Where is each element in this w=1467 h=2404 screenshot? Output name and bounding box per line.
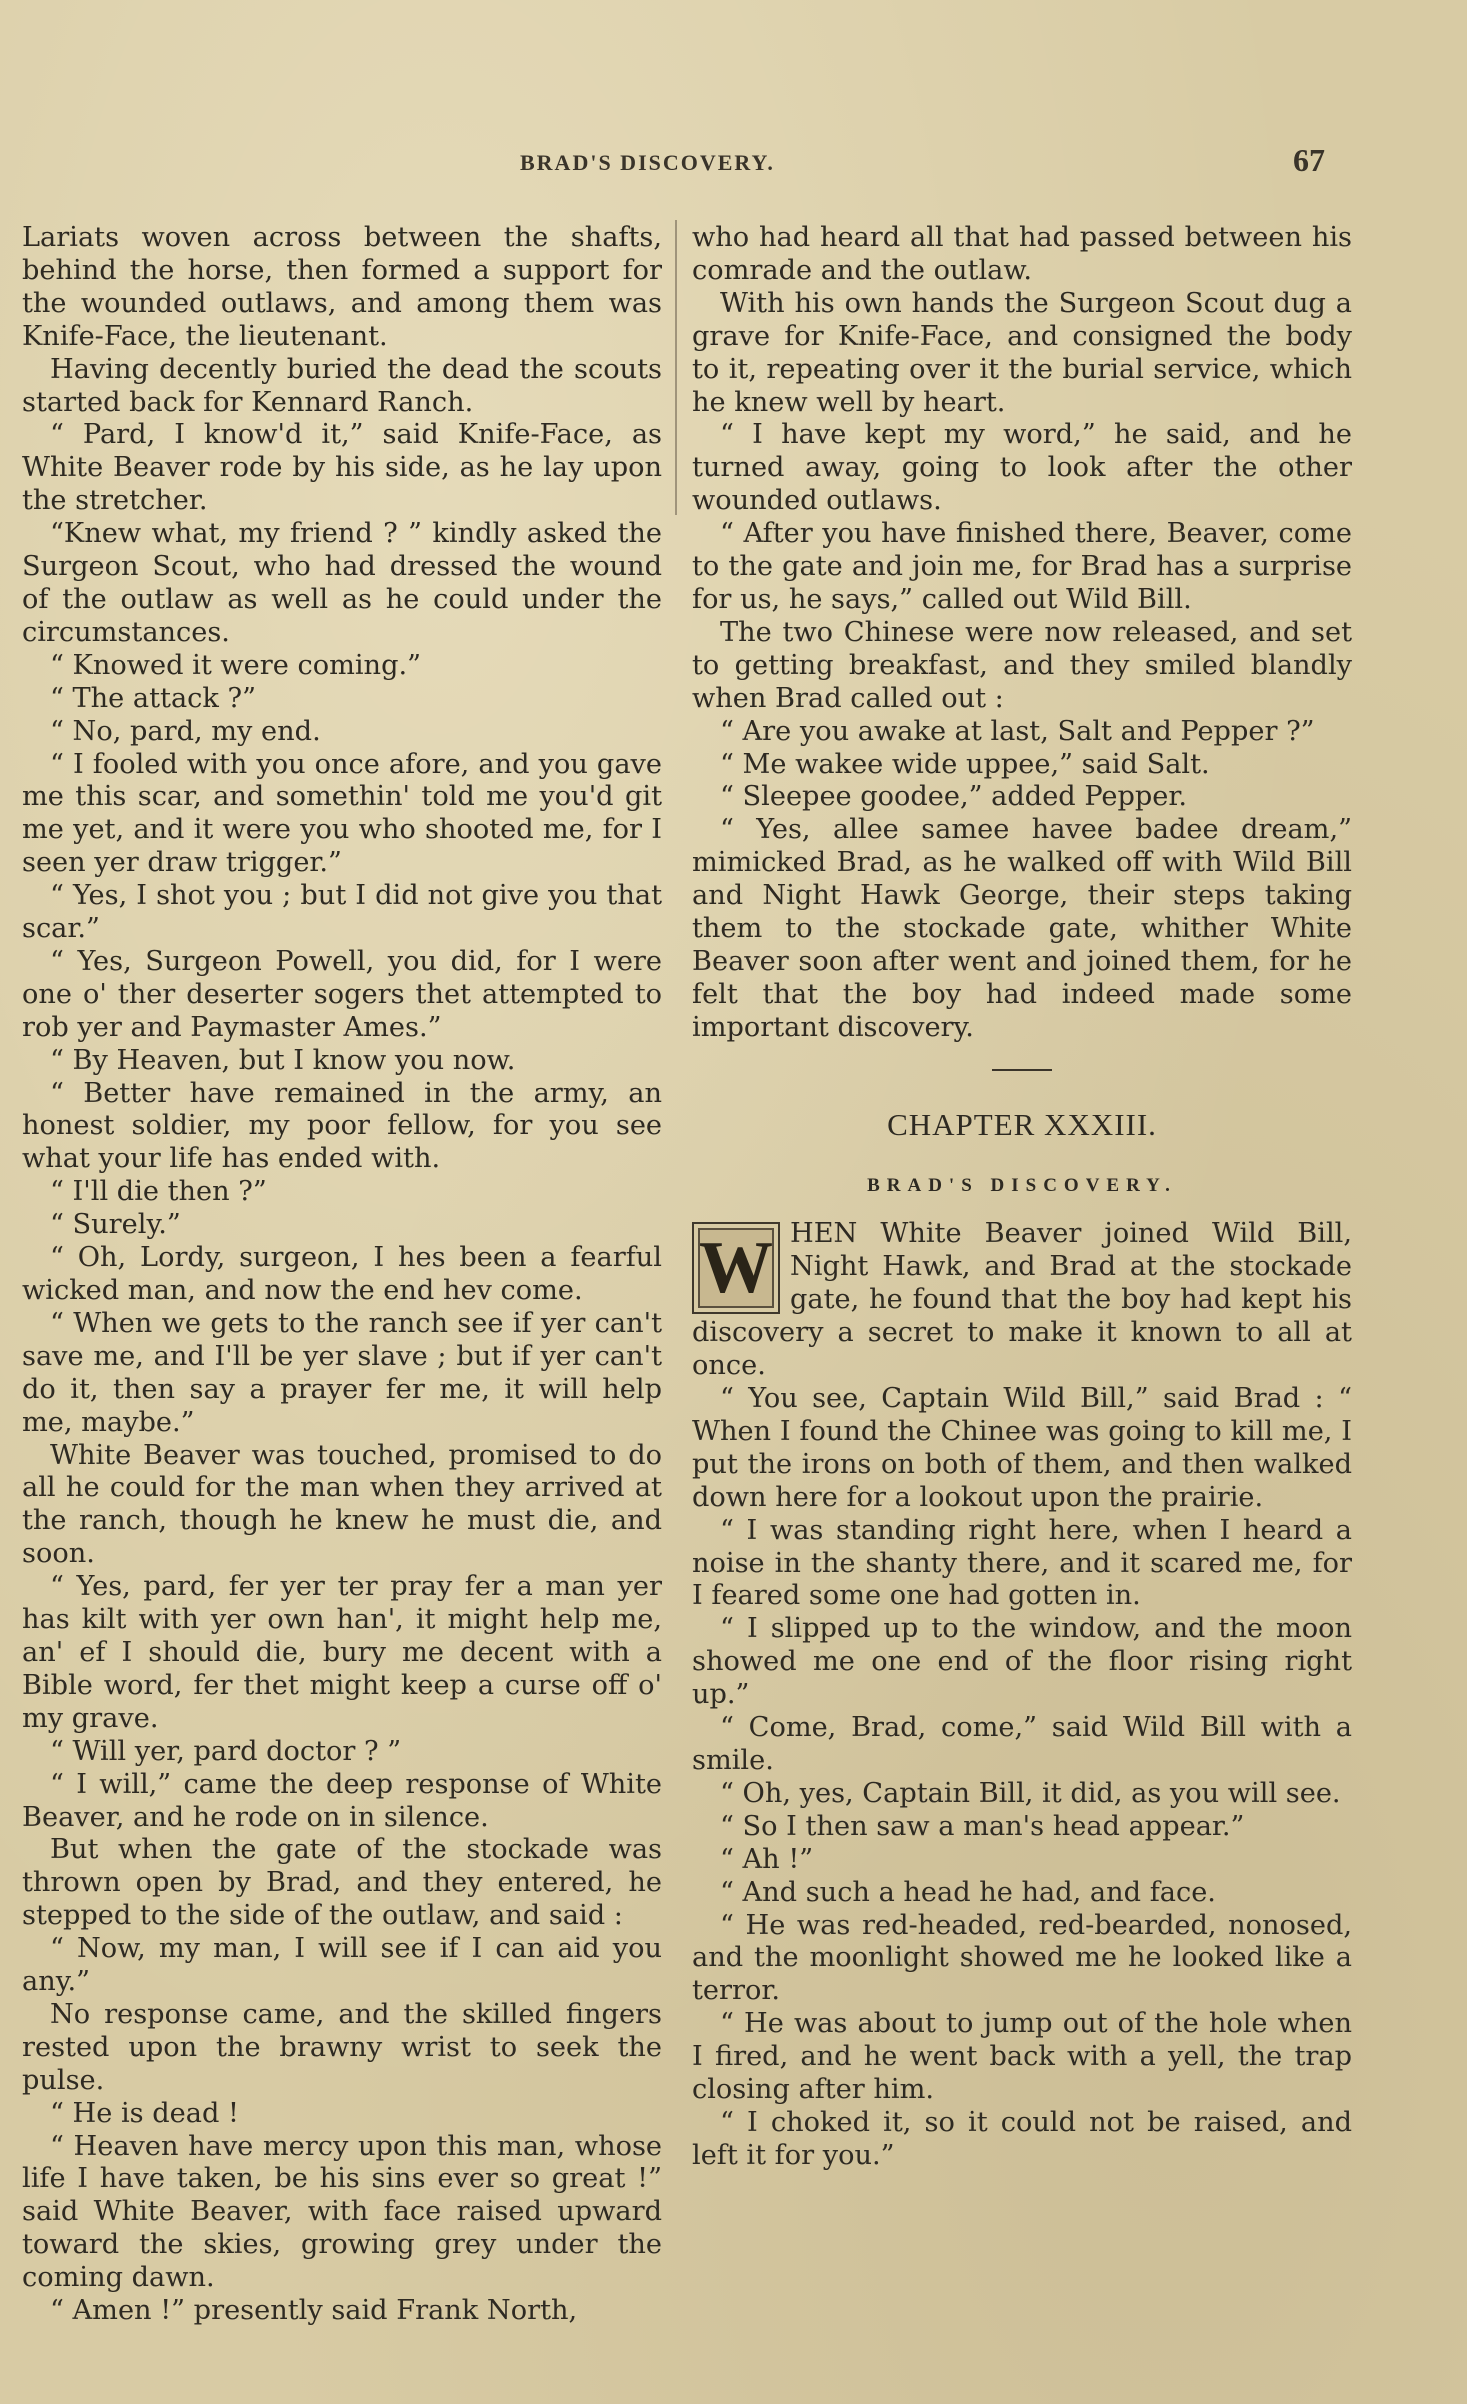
paragraph: “ Amen !” presently said Frank North, bbox=[50, 2295, 578, 2327]
paragraph: “ Yes, I shot you ; but I did not give you that scar.” bbox=[22, 880, 662, 945]
paragraph: “ Yes, pard, fer yer ter pray fer a man yer has kilt with yer own han', it might help me, an' ef I should die, bury me decent with a Bible word, fer thet might keep a curse off o' my grave. bbox=[22, 1571, 662, 1734]
page-number: 67 bbox=[1293, 142, 1325, 178]
paragraph: “ Knowed it were coming.” bbox=[50, 649, 422, 681]
chapter-opening bbox=[692, 1218, 1352, 1383]
paragraph: “ After you have finished there, Beaver, come to the gate and join me, for Brad has a surprise for us, he says,” called out Wild Bill. bbox=[692, 518, 1352, 615]
paragraph: “ Come, Brad, come,” said Wild Bill with a smile. bbox=[692, 1712, 1352, 1776]
paragraph: “ The attack ?” bbox=[50, 682, 257, 714]
paragraph: “ I was standing right here, when I heard a noise in the shanty there, and it scared me, for I feared some one had gotten in. bbox=[692, 1514, 1352, 1612]
paragraph: “ Are you awake at last, Salt and Pepper ?” bbox=[720, 715, 1315, 747]
right-column bbox=[692, 222, 1352, 2173]
paragraph: No response came, and the skilled fingers rested upon the brawny wrist to seek the pulse. bbox=[22, 1998, 662, 2096]
paragraph: But when the gate of the stockade was thrown open by Brad, and they entered, he stepped to the side of the outlaw, and said : bbox=[22, 1834, 662, 1932]
paragraph: “ Yes, Surgeon Powell, you did, for I were one o' ther deserter sogers thet attempted to rob yer and Paymaster Ames.” bbox=[22, 945, 662, 1043]
paragraph: “ Me wakee wide uppee,” said Salt. bbox=[720, 748, 1210, 780]
paragraph: “Knew what, my friend ? ” kindly asked the Surgeon Scout, who had dressed the wound of the outlaw as well as he could under the circumstances. bbox=[22, 518, 662, 648]
paragraph: “ Oh, Lordy, surgeon, I hes been a fearful wicked man, and now the end hev come. bbox=[22, 1242, 662, 1306]
paragraph: “ He was about to jump out of the hole when I fired, and he went back with a yell, the trap closing after him. bbox=[692, 2008, 1352, 2106]
column-rule bbox=[675, 220, 677, 515]
paragraph: “ I choked it, so it could not be raised, and left it for you.” bbox=[692, 2106, 1352, 2171]
left-column bbox=[22, 222, 662, 2328]
paragraph: “ Yes, allee samee havee badee dream,” mimicked Brad, as he walked off with Wild Bill and Night Hawk George, their steps taking them to the stockade gate, whither White Beaver soon after went and joined them, for he felt that the boy had indeed made some important discovery. bbox=[692, 814, 1352, 1043]
paragraph: “ Sleepee goodee,” added Pepper. bbox=[720, 781, 1188, 813]
paragraph: “ Oh, yes, Captain Bill, it did, as you will see. bbox=[720, 1777, 1341, 1809]
chapter-subtitle: BRAD'S DISCOVERY. bbox=[867, 1174, 1177, 1196]
paragraph: “ And such a head he had, and face. bbox=[720, 1876, 1216, 1908]
paragraph: “ Surely.” bbox=[50, 1209, 181, 1241]
paragraph: “ Ah !” bbox=[720, 1843, 814, 1875]
paragraph: “ Heaven have mercy upon this man, whose life I have taken, be his sins ever so great !” said White Beaver, with face raised upward toward the skies, growing grey under the coming dawn. bbox=[22, 2130, 662, 2294]
paragraph: “ No, pard, my end. bbox=[50, 715, 321, 747]
paragraph: The two Chinese were now released, and set to getting breakfast, and they smiled blandly when Brad called out : bbox=[692, 616, 1352, 714]
paragraph: “ He was red-headed, red-bearded, nonosed, and the moonlight showed me he looked like a terror. bbox=[692, 1909, 1352, 2007]
paragraph: “ I have kept my word,” he said, and he turned away, going to look after the other wounded outlaws. bbox=[692, 419, 1352, 517]
paragraph: “ Now, my man, I will see if I can aid you any.” bbox=[22, 1933, 662, 1998]
paragraph: “ Will yer, pard doctor ? ” bbox=[50, 1735, 402, 1767]
paragraph: “ I fooled with you once afore, and you gave me this scar, and somethin' told me you'd git me yet, and it were you who shooted me, for I seen yer draw trigger.” bbox=[22, 748, 662, 879]
paragraph: “ Pard, I know'd it,” said Knife-Face, as White Beaver rode by his side, as he lay upon the stretcher. bbox=[22, 419, 662, 517]
paragraph: White Beaver was touched, promised to do all he could for the man when they arrived at the ranch, though he knew he must die, and soon. bbox=[22, 1439, 662, 1570]
paragraph: “ By Heaven, but I know you now. bbox=[50, 1044, 516, 1076]
opening-paragraph: HEN White Beaver joined Wild Bill, Night Hawk, and Brad at the stockade gate, he found that the boy had kept his discovery a secret to make it known to all at once. bbox=[692, 1218, 1352, 1382]
paragraph: “ When we gets to the ranch see if yer can't save me, and I'll be yer slave ; but if yer can't do it, then say a prayer fer me, it will help me, maybe.” bbox=[22, 1307, 662, 1438]
chapter-heading: CHAPTER XXXIII. bbox=[887, 1106, 1157, 1142]
paragraph: With his own hands the Surgeon Scout dug a grave for Knife-Face, and consigned the body to it, repeating over it the burial service, which he knew well by heart. bbox=[692, 287, 1352, 418]
paragraph: “ Better have remained in the army, an honest soldier, my poor fellow, for you see what your life has ended with. bbox=[22, 1077, 662, 1175]
paragraph: “ You see, Captain Wild Bill,” said Brad : “ When I found the Chinee was going to kill me, I put the irons on both of them, and then walked down here for a lookout upon the prairie. bbox=[692, 1383, 1352, 1513]
paragraph: Having decently buried the dead the scouts started back for Kennard Ranch. bbox=[22, 353, 662, 418]
paragraph: “ He is dead ! bbox=[50, 2097, 239, 2129]
running-head-title: BRAD'S DISCOVERY. bbox=[520, 150, 775, 175]
paragraph: who had heard all that had passed between his comrade and the outlaw. bbox=[692, 222, 1352, 286]
paragraph: “ I slipped up to the window, and the moon showed me one end of the floor rising right up.” bbox=[692, 1613, 1352, 1711]
paragraph: “ So I then saw a man's head appear.” bbox=[720, 1810, 1245, 1842]
paragraph: “ I'll die then ?” bbox=[50, 1176, 267, 1208]
paragraph: “ I will,” came the deep response of White Beaver, and he rode on in silence. bbox=[22, 1768, 662, 1833]
dropcap-letter: W bbox=[692, 1222, 780, 1314]
paragraph: Lariats woven across between the shafts, behind the horse, then formed a support for the wounded outlaws, and among them was Knife-Face, the lieutenant. bbox=[22, 222, 662, 352]
section-divider bbox=[992, 1069, 1052, 1071]
